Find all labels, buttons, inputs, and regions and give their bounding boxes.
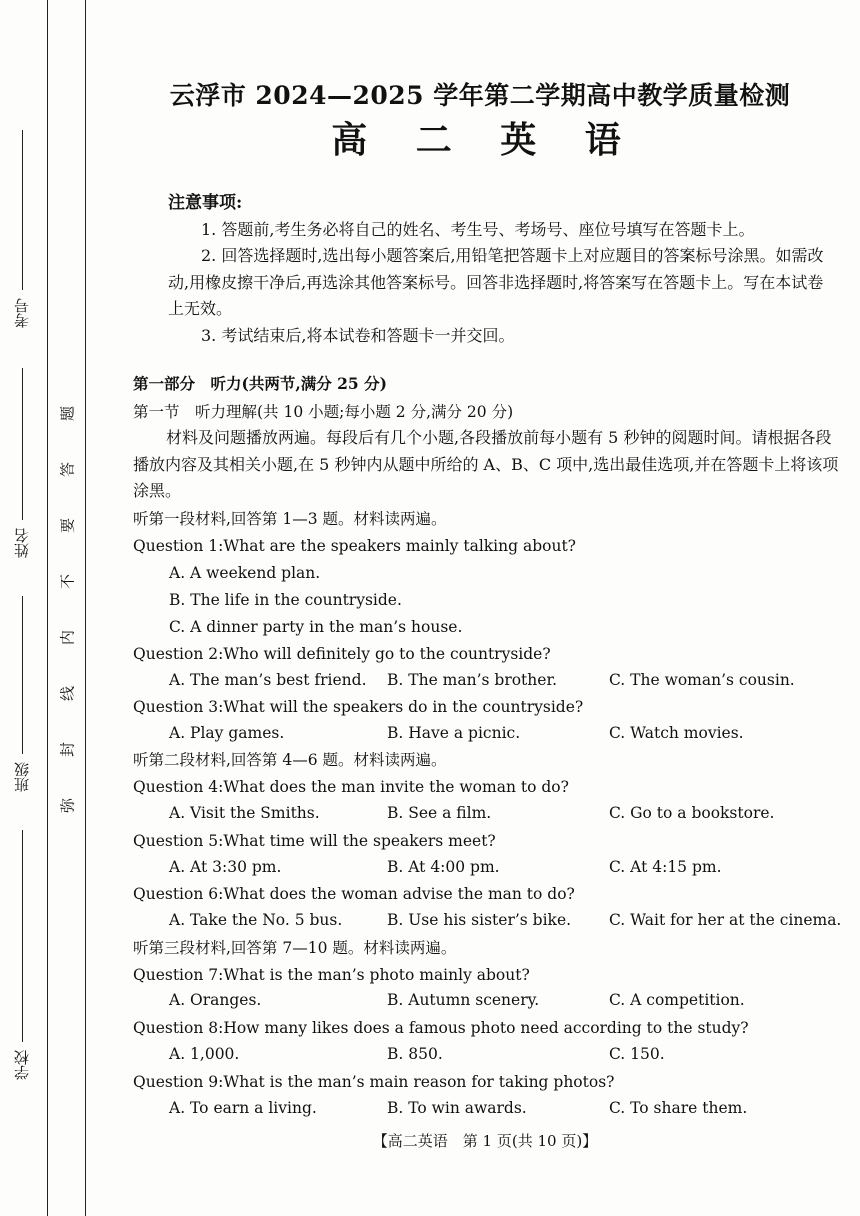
seal-warning-char: 要: [58, 518, 77, 534]
option-b: B. At 4:00 pm.: [387, 858, 500, 876]
option-c: C. Watch movies.: [609, 724, 744, 742]
notice-item-2: 2. 回答选择题时,选出每小题答案后,用铅笔把答题卡上对应题目的答案标号涂黑。如需改动,用橡皮擦干净后,再选涂其他答案标号。回答非选择题时,将答案写在答题卡上。写在本试卷上无效。: [168, 246, 824, 318]
option-c: C. The woman’s cousin.: [609, 671, 795, 689]
seal-warning-char: 答: [58, 462, 77, 478]
binding-line-outer: [47, 0, 48, 1216]
option-a: A. Oranges.: [169, 991, 262, 1009]
seal-warning-char: 封: [58, 742, 77, 758]
school-underline: [22, 830, 23, 1042]
option-c: C. At 4:15 pm.: [609, 858, 722, 876]
notice-block: [168, 190, 828, 349]
part-heading: 第一部分 听力(共两节,满分 25 分): [133, 374, 387, 393]
options-row: [133, 671, 853, 691]
exam-number-label: 考号: [13, 298, 31, 328]
option-b: B. Autumn scenery.: [387, 991, 540, 1009]
option-b: B. Have a picnic.: [387, 724, 521, 742]
name-label: 姓名: [13, 528, 31, 558]
options-row: [133, 724, 853, 744]
options-row: [133, 911, 853, 931]
question-stem: Question 7:What is the man’s photo mainly about?: [133, 966, 530, 984]
option-a: A. 1,000.: [169, 1045, 240, 1063]
option-c: C. 150.: [609, 1045, 665, 1063]
seal-warning-char: 弥: [58, 798, 77, 814]
option-c: C. Go to a bookstore.: [609, 804, 775, 822]
seal-warning-char: 题: [58, 406, 77, 422]
options-row: [133, 991, 853, 1011]
material-intro-2: 听第二段材料,回答第 4—6 题。材料读两遍。: [133, 751, 447, 769]
option-b: B. The life in the countryside.: [169, 591, 402, 609]
option-a: A. Play games.: [169, 724, 285, 742]
option-b: B. To win awards.: [387, 1099, 527, 1117]
option-b: B. The man’s brother.: [387, 671, 558, 689]
option-a: A. To earn a living.: [169, 1099, 317, 1117]
page-footer: 【高二英语 第 1 页(共 10 页)】: [372, 1132, 598, 1150]
listening-instructions: [133, 425, 845, 505]
binding-line-inner: [85, 0, 86, 1216]
question-stem: Question 5:What time will the speakers meet?: [133, 832, 496, 850]
option-a: A. The man’s best friend.: [169, 671, 367, 689]
options-row: [133, 858, 853, 878]
option-c: C. A competition.: [609, 991, 745, 1009]
section-heading: 第一节 听力理解(共 10 小题;每小题 2 分,满分 20 分): [133, 403, 514, 421]
question-stem: Question 6:What does the woman advise the man to do?: [133, 885, 575, 903]
options-row: [133, 1099, 853, 1119]
material-intro-3: 听第三段材料,回答第 7—10 题。材料读两遍。: [133, 939, 457, 957]
name-underline: [22, 368, 23, 520]
option-a: A. A weekend plan.: [169, 564, 321, 582]
exam-title: 云浮市 2024—2025 学年第二学期高中教学质量检测: [169, 81, 791, 110]
seal-warning-char: 内: [58, 630, 77, 646]
option-a: A. At 3:30 pm.: [169, 858, 282, 876]
options-row: [133, 804, 853, 824]
seal-warning-char: 线: [58, 686, 77, 702]
option-b: B. See a film.: [387, 804, 492, 822]
question-stem: Question 2:Who will definitely go to the countryside?: [133, 645, 551, 663]
class-label: 班级: [13, 762, 31, 792]
option-c: C. A dinner party in the man’s house.: [169, 618, 463, 636]
option-a: A. Take the No. 5 bus.: [169, 911, 343, 929]
subject-title: 高 二 英 语: [331, 119, 639, 161]
option-a: A. Visit the Smiths.: [169, 804, 320, 822]
seal-warning-char: 不: [58, 574, 77, 590]
options-row: [133, 1045, 853, 1065]
notice-heading: 注意事项:: [168, 193, 243, 213]
notice-item-3: 3. 考试结束后,将本试卷和答题卡一并交回。: [201, 325, 515, 345]
question-stem: Question 4:What does the man invite the woman to do?: [133, 778, 569, 796]
option-b: B. Use his sister’s bike.: [387, 911, 572, 929]
school-label: 学校: [13, 1050, 31, 1080]
notice-item-1: 1. 答题前,考生务必将自己的姓名、考生号、考场号、座位号填写在答题卡上。: [201, 219, 755, 239]
question-stem: Question 1:What are the speakers mainly talking about?: [133, 537, 576, 555]
question-stem: Question 8:How many likes does a famous photo need according to the study?: [133, 1019, 749, 1037]
class-underline: [22, 596, 23, 754]
question-stem: Question 9:What is the man’s main reason for taking photos?: [133, 1073, 615, 1091]
exam-number-underline: [22, 130, 23, 290]
option-c: C. Wait for her at the cinema.: [609, 911, 842, 929]
instructions-text: 材料及问题播放两遍。每段后有几个小题,各段播放前每小题有 5 秒钟的阅题时间。请根据各段播放内容及其相关小题,在 5 秒钟内从题中所给的 A、B、C 项中,选出最佳选项,并在答题卡上将该项涂黑。: [133, 428, 839, 500]
option-c: C. To share them.: [609, 1099, 748, 1117]
question-stem: Question 3:What will the speakers do in the countryside?: [133, 698, 584, 716]
material-intro-1: 听第一段材料,回答第 1—3 题。材料读两遍。: [133, 510, 447, 528]
option-b: B. 850.: [387, 1045, 443, 1063]
